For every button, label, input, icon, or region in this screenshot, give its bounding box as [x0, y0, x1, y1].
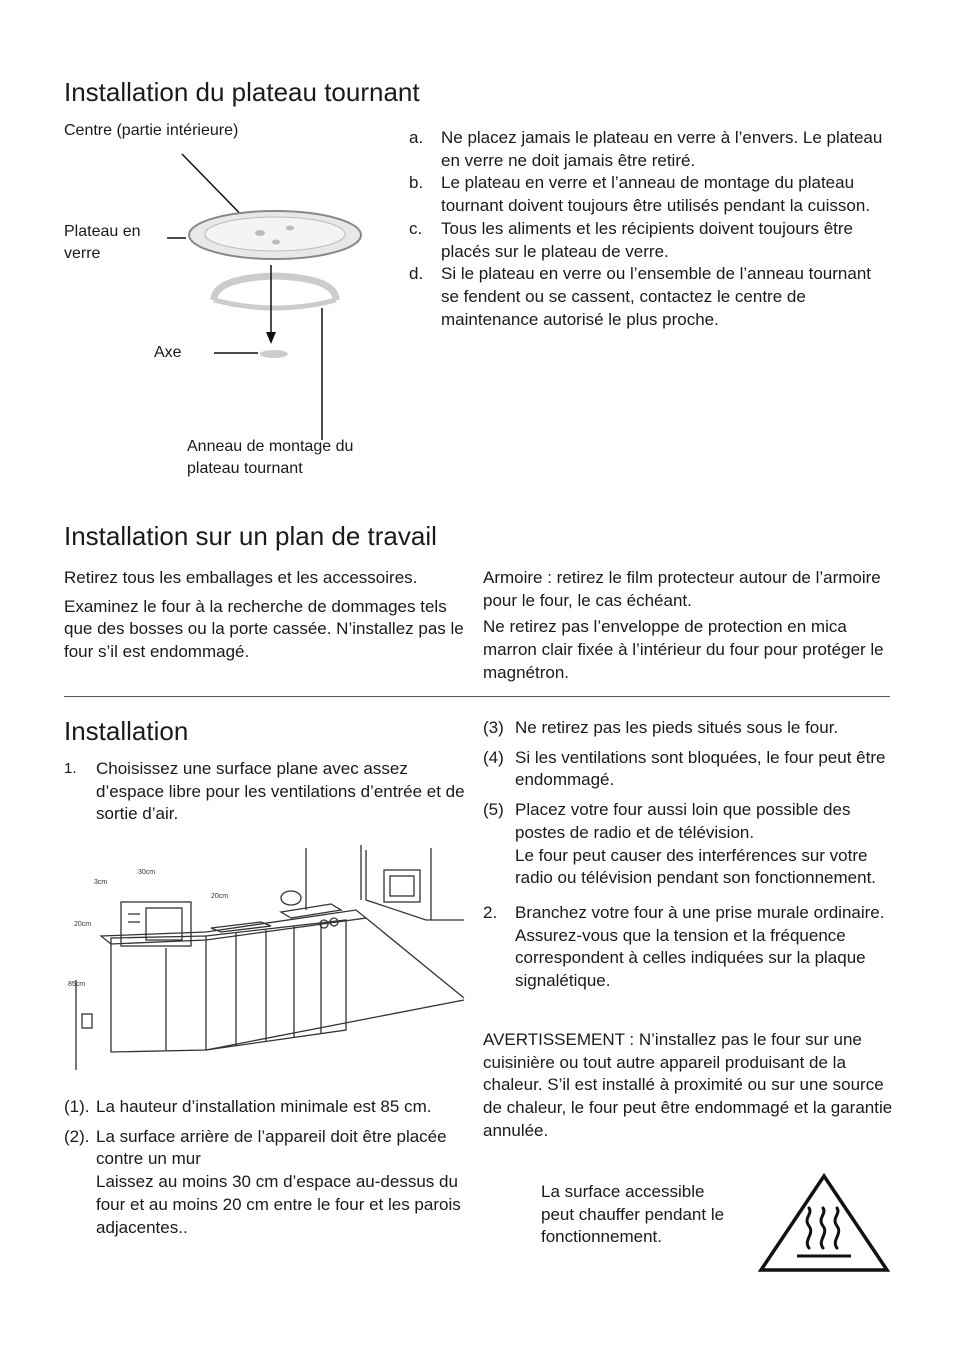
installation-right-list	[483, 717, 893, 1000]
list-text: Tous les aliments et les récipients doivent toujours être placés sur le plateau de verre.	[441, 218, 853, 261]
illus-label-b: 30cm	[138, 869, 156, 876]
list-marker: 1.	[64, 760, 77, 777]
label-axis: Axe	[154, 344, 182, 361]
list-item	[483, 902, 893, 993]
list-marker: (5)	[483, 800, 504, 820]
label-glass-plate-line2: verre	[64, 245, 101, 262]
list-marker: b.	[409, 173, 424, 193]
list-text: Ne placez jamais le plateau en verre à l’envers. Le plateau en verre ne doit jamais être retiré.	[441, 128, 883, 170]
illus-label-e: 85cm	[68, 981, 86, 988]
label-center: Centre (partie intérieure)	[64, 122, 239, 139]
step-1-list	[64, 758, 474, 826]
turntable-diagram	[150, 140, 400, 440]
list-item	[64, 1126, 464, 1240]
countertop-right-p2: Ne retirez pas l’enveloppe de protection en mica marron clair fixée à l’intérieur du four pour protéger le magnétron.	[483, 617, 884, 682]
label-ring	[187, 436, 353, 480]
list-marker: 2.	[483, 902, 498, 922]
list-item	[483, 799, 893, 890]
list-text: Si les ventilations sont bloquées, le four peut être endommagé.	[515, 747, 886, 790]
installation-title: Installation	[64, 716, 189, 746]
step-1	[64, 758, 474, 826]
list-text-continued: Le four peut causer des interférences sur votre radio ou télévision pendant son fonctionnement.	[515, 845, 877, 888]
countertop-left	[64, 567, 474, 664]
installation-sub-list	[64, 1096, 464, 1246]
list-marker: (2).	[64, 1126, 90, 1146]
list-text: Le plateau en verre et l’anneau de montage du plateau tournant doivent toujours être utilisés pendant la cuisson.	[441, 173, 871, 216]
list-text: Branchez votre four à une prise murale ordinaire. Assurez-vous que la tension et la fréquence correspondent à celles indiquées sur la plaque signalétique.	[515, 902, 885, 991]
warning-text: AVERTISSEMENT : N’installez pas le four sur une cuisinière ou tout autre appareil produisant de la chaleur. S’il est installé à proximité ou sur une source de chaleur, le four peut être endommagé et la garantie annulée.	[483, 1030, 893, 1140]
list-text-continued: Laissez au moins 30 cm d’espace au-dessus du four et au moins 20 cm entre le four et les parois adjacentes..	[96, 1172, 461, 1237]
illus-label-d: 20cm	[74, 921, 92, 928]
countertop-left-p1: Retirez tous les emballages et les accessoires.	[64, 568, 418, 587]
illus-label-c: 20cm	[211, 893, 229, 900]
list-item	[64, 758, 474, 826]
list-item	[409, 127, 889, 172]
list-text: Si le plateau en verre ou l’ensemble de l’anneau tournant se fendent ou se cassent, contactez le centre de maintenance autorisé le plus proche.	[441, 264, 872, 329]
list-item	[64, 1096, 464, 1119]
list-item	[409, 218, 889, 263]
turntable-title: Installation du plateau tournant	[64, 77, 420, 107]
hot-surface-text: La surface accessible peut chauffer pendant le fonctionnement.	[541, 1182, 725, 1247]
list-marker: d.	[409, 264, 424, 284]
label-ring-line1: Anneau de montage du	[187, 438, 354, 455]
countertop-right	[483, 567, 893, 685]
kitchen-illustration	[66, 840, 466, 1072]
label-ring-line2: plateau tournant	[187, 460, 303, 477]
illus-label-a: 3cm	[94, 879, 108, 886]
list-text: La surface arrière de l’appareil doit être placée contre un mur	[96, 1126, 447, 1169]
turntable-list	[409, 127, 889, 331]
list-marker: a.	[409, 128, 424, 147]
list-marker: (3)	[483, 718, 504, 737]
list-item	[409, 172, 889, 217]
section-divider	[64, 696, 890, 697]
list-marker: c.	[409, 218, 423, 238]
list-item	[483, 747, 893, 792]
label-glass-plate-line1: Plateau en	[64, 223, 141, 240]
list-text: La hauteur d’installation minimale est 85 cm.	[96, 1097, 432, 1116]
list-text: Placez votre four aussi loin que possible des postes de radio et de télévision.	[515, 800, 851, 842]
countertop-left-p2: Examinez le four à la recherche de dommages tels que des bosses ou la porte cassée. N’installez pas le four s’il est endommagé.	[64, 596, 464, 662]
list-marker: (4)	[483, 747, 504, 767]
list-marker: (1).	[64, 1097, 90, 1116]
list-text: Choisissez une surface plane avec assez d’espace libre pour les ventilations d’entrée et de sortie d’air.	[96, 759, 465, 824]
countertop-title: Installation sur un plan de travail	[64, 521, 437, 551]
label-glass-plate	[64, 221, 141, 265]
list-item	[483, 717, 893, 740]
list-text: Ne retirez pas les pieds situés sous le four.	[515, 718, 839, 737]
hot-surface-warning-icon	[757, 1172, 891, 1274]
list-item	[409, 263, 889, 331]
countertop-right-p1: Armoire : retirez le film protecteur autour de l’armoire pour le four, le cas échéant.	[483, 568, 881, 610]
